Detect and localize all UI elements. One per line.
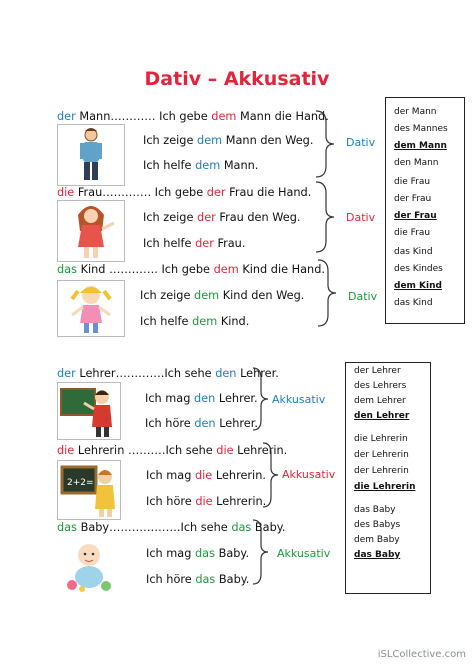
declension-line-highlight: dem Kind xyxy=(394,281,442,291)
declension-line-highlight: die Lehrerin xyxy=(354,482,416,492)
sentence-line: Ich zeige der Frau den Weg. xyxy=(143,211,301,224)
sentence-line: Ich helfe dem Mann. xyxy=(143,159,259,172)
brace-icon xyxy=(312,110,336,178)
header-line-das-kind: das Kind …………. Ich gebe dem Kind die Hand. xyxy=(57,263,325,276)
case-label-dativ: Dativ xyxy=(346,211,376,224)
sentence-line: Ich mag das Baby. xyxy=(146,547,250,560)
sentence-line: Ich höre das Baby. xyxy=(146,573,250,586)
declension-line: der Lehrer xyxy=(354,366,401,376)
brace-icon xyxy=(312,181,336,253)
declension-line: der Mann xyxy=(394,107,437,117)
man-icon xyxy=(57,124,125,186)
declension-line: das Kind xyxy=(394,298,433,308)
declension-line: den Mann xyxy=(394,158,439,168)
sentence-line: Ich zeige dem Mann den Weg. xyxy=(143,134,314,147)
akkusativ-declension-box xyxy=(345,362,431,594)
header-line-die-lehrerin: die Lehrerin ……….Ich sehe die Lehrerin. xyxy=(57,444,288,457)
sentence-line: Ich helfe der Frau. xyxy=(143,237,246,250)
declension-line: die Lehrerin xyxy=(354,434,408,444)
case-label-dativ: Dativ xyxy=(346,136,376,149)
case-label-akkusativ: Akkusativ xyxy=(282,468,336,481)
brace-icon xyxy=(314,259,338,327)
child-icon xyxy=(57,280,125,337)
page-title: Dativ – Akkusativ xyxy=(144,68,330,90)
header-line-der-lehrer: der Lehrer………….Ich sehe den Lehrer. xyxy=(57,367,279,380)
blackboard-teacher-icon xyxy=(57,460,121,520)
declension-line-highlight: das Baby xyxy=(354,550,401,560)
article-die: die xyxy=(57,444,75,457)
declension-line: die Frau xyxy=(394,228,431,238)
blackboard-text: 2+2= xyxy=(67,478,94,488)
article-der: der xyxy=(57,110,76,123)
brace-icon xyxy=(250,367,270,431)
declension-line: des Babys xyxy=(354,520,401,530)
declension-line: des Kindes xyxy=(394,264,443,274)
declension-line-highlight: der Frau xyxy=(394,211,437,221)
sentence-line: Ich höre die Lehrerin. xyxy=(146,495,267,508)
declension-line: das Baby xyxy=(354,505,396,515)
sentence-line: Ich zeige dem Kind den Weg. xyxy=(140,289,305,302)
declension-line: des Lehrers xyxy=(354,381,407,391)
article-das: das xyxy=(57,263,77,276)
article-die: die xyxy=(57,186,75,199)
declension-line-highlight: dem Mann xyxy=(394,141,447,151)
declension-line: dem Baby xyxy=(354,535,400,545)
declension-line-highlight: den Lehrer xyxy=(354,411,410,421)
declension-line: dem Lehrer xyxy=(354,396,406,406)
header-line-das-baby: das Baby……………….Ich sehe das Baby. xyxy=(57,521,286,534)
header-line-die-frau: die Frau…………. Ich gebe der Frau die Hand. xyxy=(57,186,312,199)
declension-line: der Frau xyxy=(394,194,432,204)
dative-article: dem xyxy=(211,110,237,123)
sentence-line: Ich helfe dem Kind. xyxy=(140,315,250,328)
case-label-akkusativ: Akkusativ xyxy=(272,393,326,406)
dativ-declension-box xyxy=(385,97,465,324)
teacher-icon xyxy=(57,382,121,440)
footer-watermark: iSLCollective.com xyxy=(377,649,466,660)
woman-icon xyxy=(57,200,125,262)
header-line-der-mann: der Mann………… Ich gebe dem Mann die Hand. xyxy=(57,110,329,123)
brace-icon xyxy=(250,519,270,585)
case-label-dativ: Dativ xyxy=(348,290,378,303)
declension-line: der Lehrerin xyxy=(354,450,409,460)
sentence-line: Ich höre den Lehrer. xyxy=(145,417,258,430)
sentence-line: Ich mag die Lehrerin. xyxy=(146,469,266,482)
declension-line: der Lehrerin xyxy=(354,466,409,476)
article-der: der xyxy=(57,367,76,380)
declension-line: das Kind xyxy=(394,247,433,257)
declension-line: des Mannes xyxy=(394,124,448,134)
case-label-akkusativ: Akkusativ xyxy=(277,547,331,560)
brace-icon xyxy=(260,442,280,508)
sentence-line: Ich mag den Lehrer. xyxy=(145,392,258,405)
declension-line: die Frau xyxy=(394,177,431,187)
article-das: das xyxy=(57,521,77,534)
baby-icon xyxy=(57,536,121,596)
